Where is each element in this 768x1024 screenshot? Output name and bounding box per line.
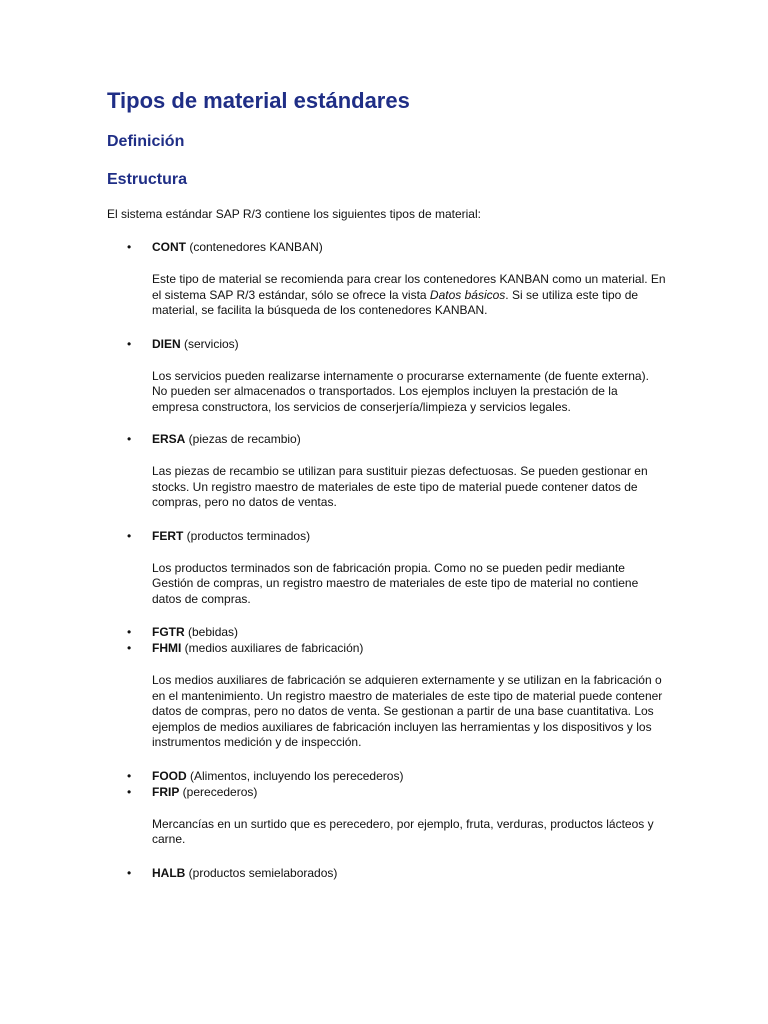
material-label: (medios auxiliares de fabricación) (181, 641, 364, 655)
list-item-ersa (107, 432, 667, 447)
bullet: • (127, 528, 132, 543)
list-item-food (107, 769, 667, 784)
material-code: CONT (152, 240, 186, 254)
material-code: FHMI (152, 641, 182, 655)
description-fhmi: Los medios auxiliares de fabricación se adquieren externamente y se utilizan en la fabricación o en el mantenimiento. Un registro maestro de materiales de este tipo de material puede contener datos de compras, pero no datos de venta. Se gestionan a partir de una base cuantitativa. Los ejemplos de medios auxiliares de fabricación incluyen las herramientas y los dispositivos y los instrumentos medición y de inspección. (152, 673, 663, 749)
description-ersa: Las piezas de recambio se utilizan para sustituir piezas defectuosas. Se pueden gestionar en stocks. Un registro maestro de materiales de este tipo de material puede contener datos de compras, pero no datos de ventas. (152, 464, 648, 509)
description-frip: Mercancías en un surtido que es perecedero, por ejemplo, fruta, verduras, productos lácteos y carne. (152, 816, 654, 846)
description-text: . Si se utiliza este tipo de material, se facilita la búsqueda de los contenedores KANBAN. (152, 287, 639, 317)
intro-paragraph: El sistema estándar SAP R/3 contiene los siguientes tipos de material: (107, 207, 481, 221)
material-code: DIEN (152, 336, 181, 351)
material-label: (contenedores KANBAN) (186, 240, 323, 254)
list-item-fert (107, 529, 667, 544)
bullet: • (127, 625, 132, 639)
description-dien: Los servicios pueden realizarse internamente o procurarse externamente (de fuente externa). No pueden ser almacenados o transportados. Los ejemplos incluyen la prestación de la empresa constructora, los servicios de conserjería/limpieza y servicios legales. (152, 368, 649, 414)
bullet: • (127, 240, 132, 254)
document-title: Tipos de material estándares (107, 88, 410, 113)
material-label: (servicios) (180, 336, 239, 351)
bullet: • (127, 865, 132, 880)
material-code: FERT (152, 528, 184, 543)
bullet: • (127, 432, 132, 446)
list-item-cont (107, 240, 667, 255)
description-fert: Los productos terminados son de fabricación propia. Como no se pueden pedir mediante Gestión de compras, un registro maestro de materiales de este tipo de material no contiene datos de compras. (152, 560, 639, 606)
bullet: • (127, 784, 132, 799)
material-label: (perecederos) (179, 784, 258, 799)
material-label: (productos semielaborados) (185, 865, 338, 880)
list-item-frip (107, 785, 667, 800)
material-code: FRIP (152, 784, 180, 799)
list-item-halb (107, 866, 667, 881)
material-code: ERSA (152, 432, 186, 446)
list-item-fgtr (107, 625, 667, 640)
description-text: Este tipo de material se recomienda para crear los contenedores KANBAN como un material. En el sistema SAP R/3 estándar, sólo se ofrece la vista (152, 272, 666, 302)
material-code: FOOD (152, 768, 187, 783)
bullet: • (127, 336, 132, 351)
bullet: • (127, 641, 132, 655)
material-label: (piezas de recambio) (185, 432, 301, 446)
list-item-dien (107, 337, 667, 352)
material-code: FGTR (152, 625, 185, 639)
list-item-fhmi (107, 641, 667, 656)
description-cont (107, 272, 667, 319)
material-label: (Alimentos, incluyendo los perecederos) (186, 768, 404, 783)
emphasis-datos-basicos: Datos básicos (429, 287, 506, 302)
material-code: HALB (152, 865, 186, 880)
bullet: • (127, 768, 132, 783)
material-label: (productos terminados) (183, 528, 311, 543)
heading-definition: Definición (107, 133, 185, 150)
material-type-list (107, 240, 667, 881)
heading-structure: Estructura (107, 171, 188, 188)
material-label: (bebidas) (184, 625, 239, 639)
document-page (107, 86, 667, 881)
